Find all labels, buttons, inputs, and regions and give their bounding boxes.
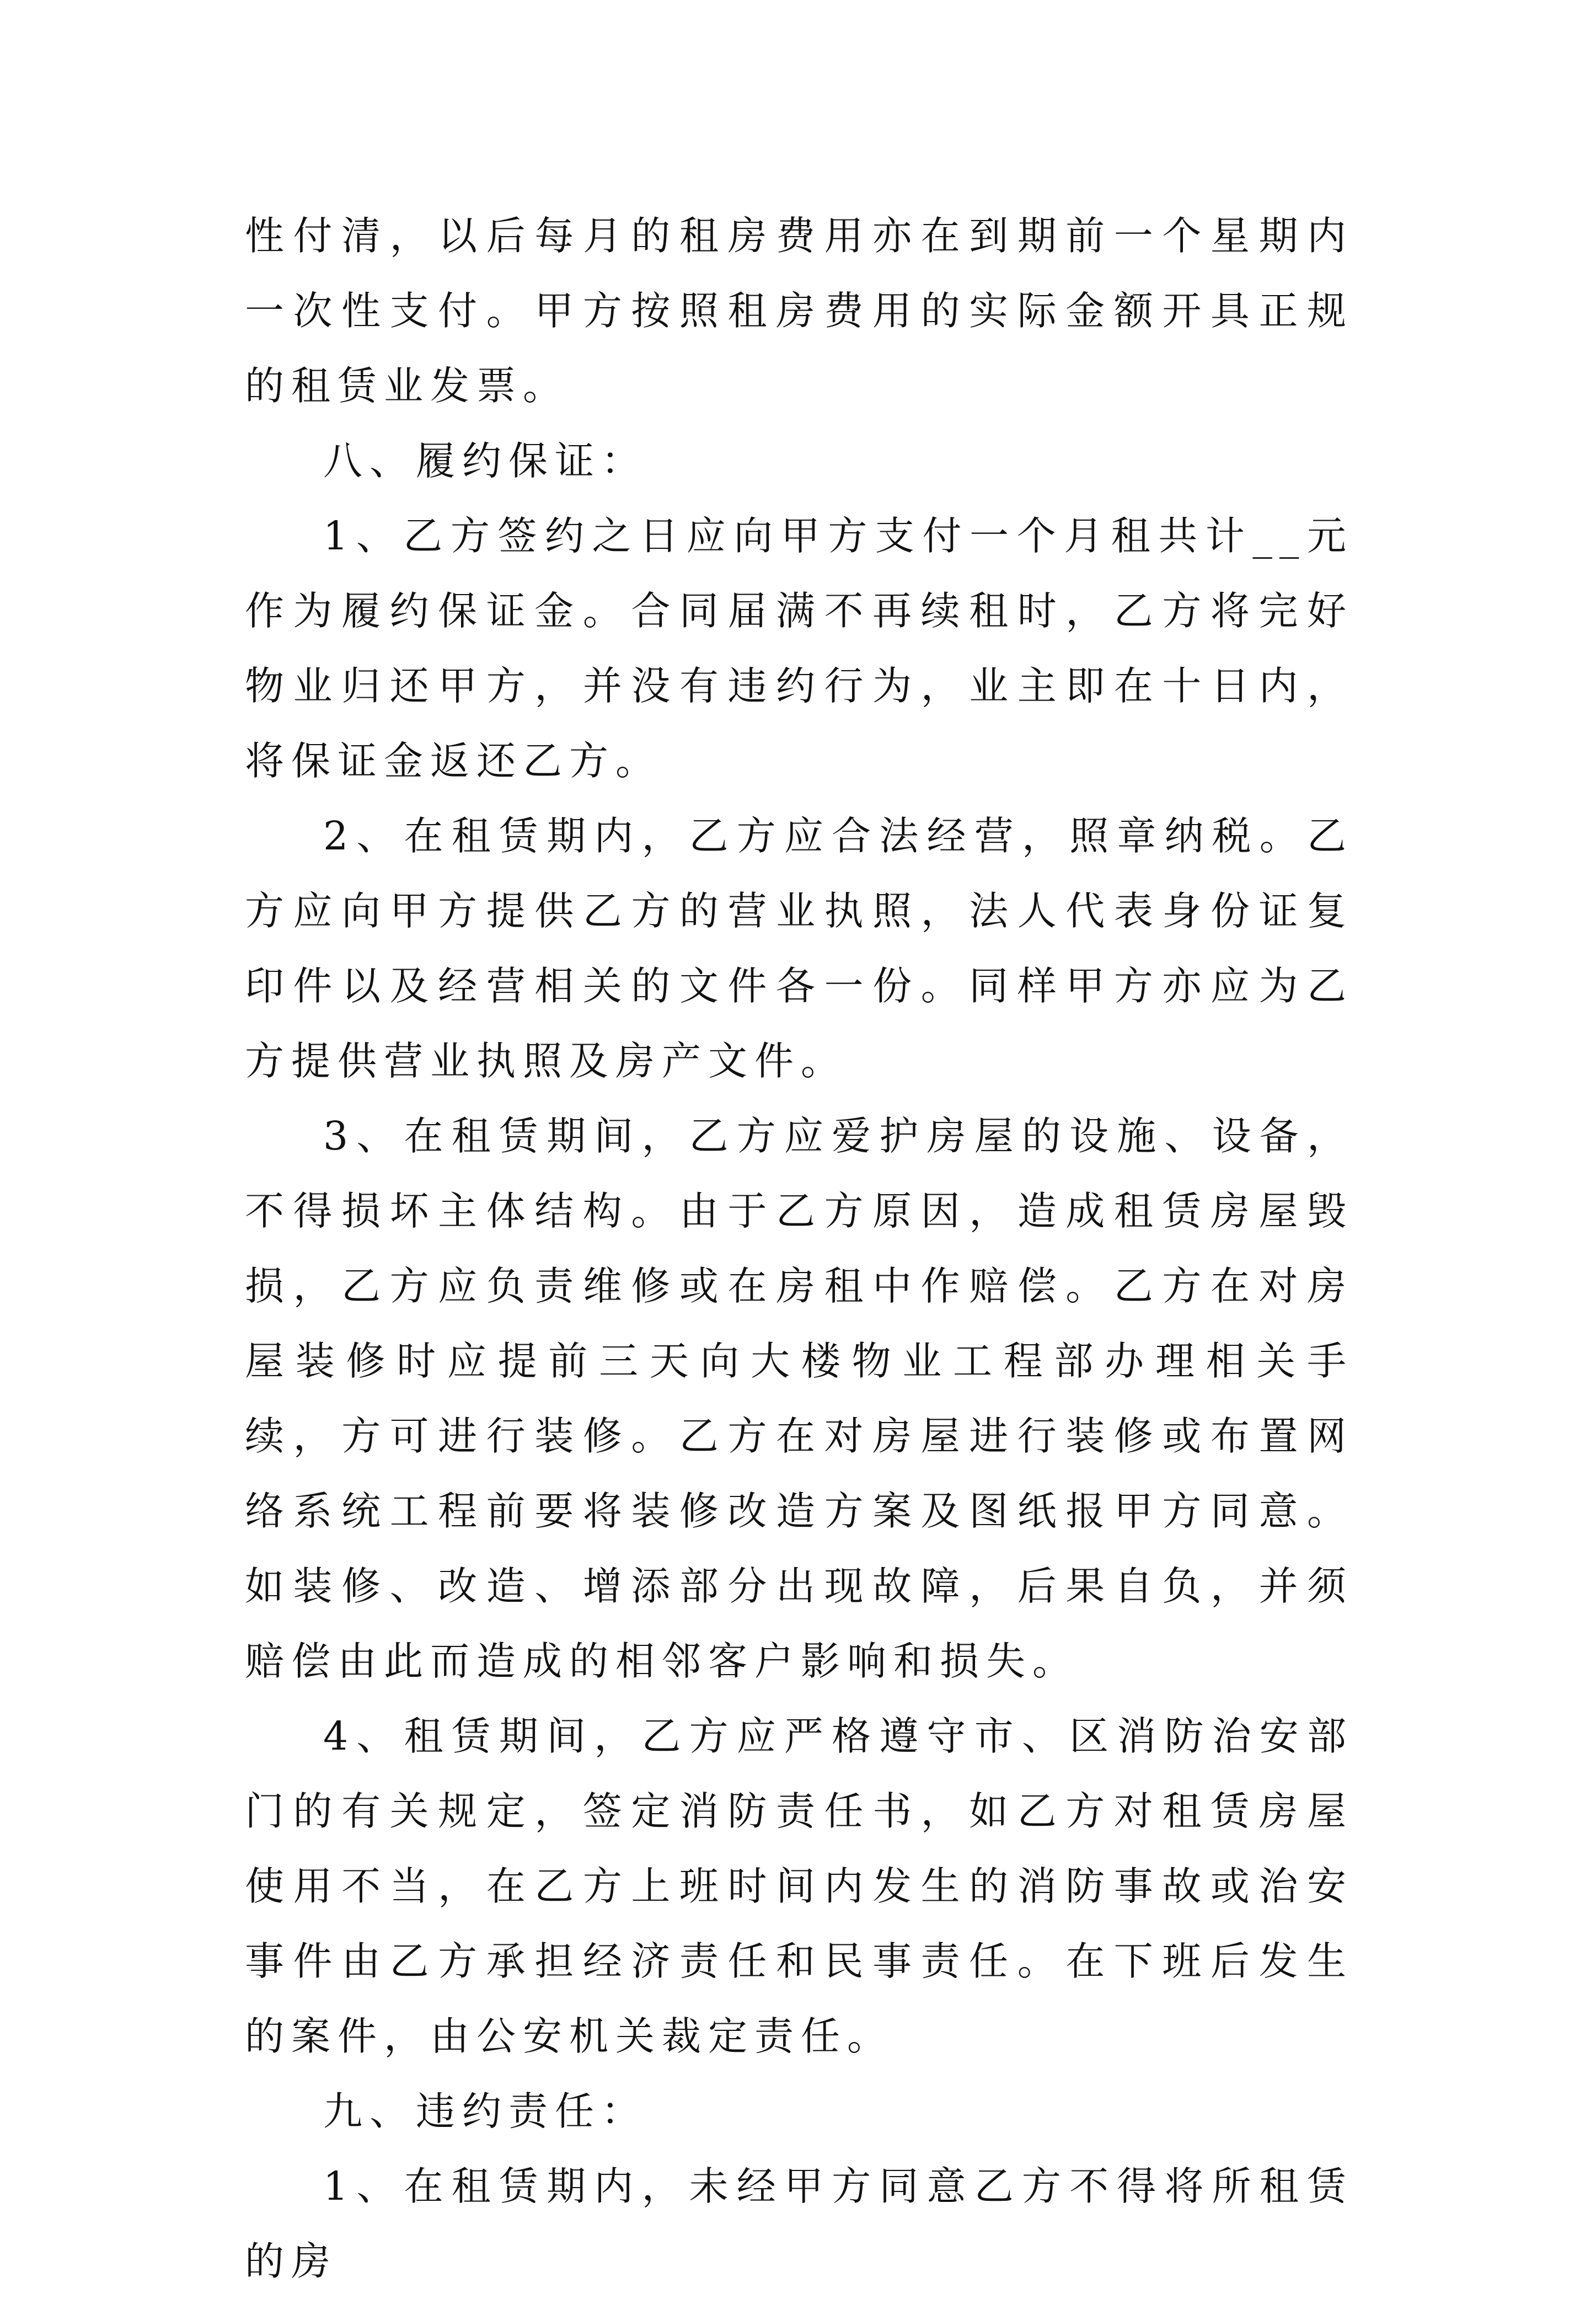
clause-8-2: 2、在租赁期内，乙方应合法经营，照章纳税。乙方应向甲方提供乙方的营业执照，法人代表身份证复印件以及经营相关的文件各一份。同样甲方亦应为乙方提供营业执照及房产文件。 bbox=[245, 813, 1353, 1084]
clause-8-1 bbox=[245, 499, 1353, 799]
clause-8-1-text-start: 1、乙方签约之日应向甲方支付一个月租共计 bbox=[323, 513, 1253, 559]
paragraph-payment-terms: 性付清，以后每月的租房费用亦在到期前一个星期内一次性支付。甲方按照租房费用的实际金额开具正规的租赁业发票。 bbox=[245, 213, 1353, 409]
document-body bbox=[245, 199, 1353, 2299]
deposit-amount-blank: __ bbox=[1252, 513, 1306, 559]
clause-8-4: 4、租赁期间，乙方应严格遵守市、区消防治安部门的有关规定，签定消防责任书，如乙方对租赁房屋使用不当，在乙方上班时间内发生的消防事故或治安事件由乙方承担经济责任和民事责任。在下班后发生的案件，由公安机关裁定责任。 bbox=[245, 1713, 1353, 2059]
section-heading-breach-liability: 九、违约责任： bbox=[323, 2088, 648, 2134]
clause-8-3: 3、在租赁期间，乙方应爱护房屋的设施、设备，不得损坏主体结构。由于乙方原因，造成租赁房屋毁损，乙方应负责维修或在房租中作赔偿。乙方在对房屋装修时应提前三天向大楼物业工程部办理相关手续，方可进行装修。乙方在对房屋进行装修或布置网络系统工程前要将装修改造方案及图纸报甲方同意。如装修、改造、增添部分出现故障，后果自负，并须赔偿由此而造成的相邻客户影响和损失。 bbox=[245, 1113, 1353, 1684]
clause-9-1: 1、在租赁期内，未经甲方同意乙方不得将所租赁的房 bbox=[245, 2163, 1353, 2284]
section-heading-performance-guarantee: 八、履约保证： bbox=[323, 438, 648, 484]
clause-8-1-text-end: 元作为履约保证金。合同届满不再续租时，乙方将完好物业归还甲方，并没有违约行为，业主即在十日内，将保证金返还乙方。 bbox=[245, 513, 1353, 784]
